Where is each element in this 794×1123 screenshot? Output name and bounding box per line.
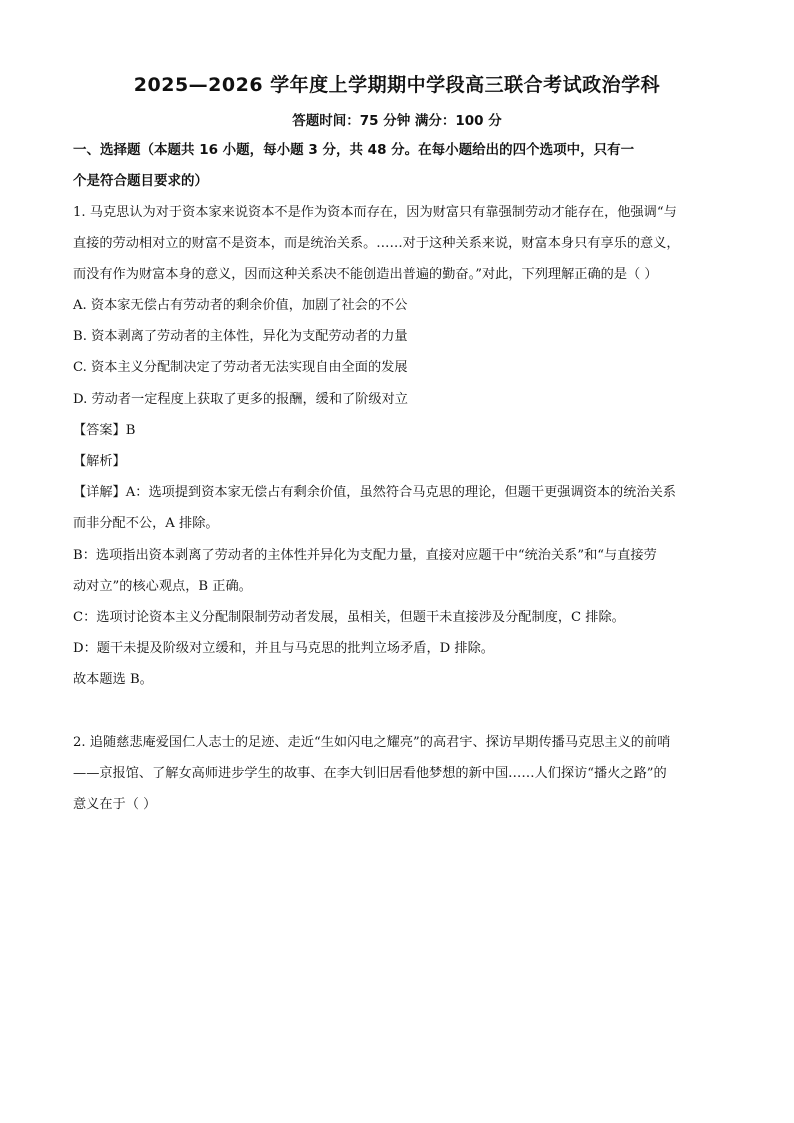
explanation-line-5: C：选项讨论资本主义分配制限制劳动者发展，虽相关，但题干未直接涉及分配制度，C 排除。	[73, 610, 625, 625]
question-2-stem-line-3: 意义在于（ ）	[73, 797, 157, 812]
question-1-stem-line-2: 直接的劳动相对立的财富不是资本，而是统治关系。……对于这种关系来说，财富本身只有享乐的意义，	[73, 236, 680, 251]
question-1-stem-line-3: 而没有作为财富本身的意义，因而这种关系决不能创造出普遍的勤奋。”对此，下列理解正确的是（ ）	[73, 267, 658, 282]
question-2-stem-line-1: 2. 追随慈悲庵爱国仁人志士的足迹、走近“生如闪电之耀亮”的高君宇、探访早期传播马克思主义的前哨	[73, 735, 671, 750]
question-1-stem-line-1: 1. 马克思认为对于资本家来说资本不是作为资本而存在，因为财富只有靠强制劳动才能存在，他强调“与	[73, 205, 677, 220]
question-1-option-b: B. 资本剥离了劳动者的主体性，异化为支配劳动者的力量	[73, 329, 408, 344]
explanation-line-1: 【详解】A：选项提到资本家无偿占有剩余价值，虽然符合马克思的理论，但题干更强调资本的统治关系	[73, 485, 676, 500]
explanation-line-3: B：选项指出资本剥离了劳动者的主体性并异化为支配力量，直接对应题干中“统治关系”和“与直接劳	[73, 548, 657, 563]
exam-info: 答题时间：75 分钟 满分：100 分	[292, 113, 502, 129]
section-heading-line-1: 一、选择题（本题共 16 小题，每小题 3 分，共 48 分。在每小题给出的四个选项中，只有一	[73, 142, 635, 158]
question-1-option-c: C. 资本主义分配制决定了劳动者无法实现自由全面的发展	[73, 360, 408, 375]
question-1-option-a: A. 资本家无偿占有劳动者的剩余价值，加剧了社会的不公	[73, 298, 408, 313]
explanation-line-7: 故本题选 B。	[73, 672, 153, 687]
section-heading-line-2: 个是符合题目要求的）	[73, 173, 208, 189]
question-2-stem-line-2: ——京报馆、了解女高师进步学生的故事、在李大钊旧居看他梦想的新中国……人们探访“播火之路”的	[73, 766, 667, 781]
explanation-line-4: 动对立”的核心观点，B 正确。	[73, 579, 252, 594]
question-1-option-d: D. 劳动者一定程度上获取了更多的报酬，缓和了阶级对立	[73, 392, 408, 407]
explanation-line-2: 而非分配不公，A 排除。	[73, 516, 219, 531]
analysis-label: 【解析】	[73, 454, 126, 469]
document-title: 2025—2026 学年度上学期期中学段高三联合考试政治学科	[133, 74, 661, 96]
explanation-line-6: D：题干未提及阶级对立缓和，并且与马克思的批判立场矛盾，D 排除。	[73, 641, 494, 656]
answer-label: 【答案】B	[73, 423, 136, 438]
